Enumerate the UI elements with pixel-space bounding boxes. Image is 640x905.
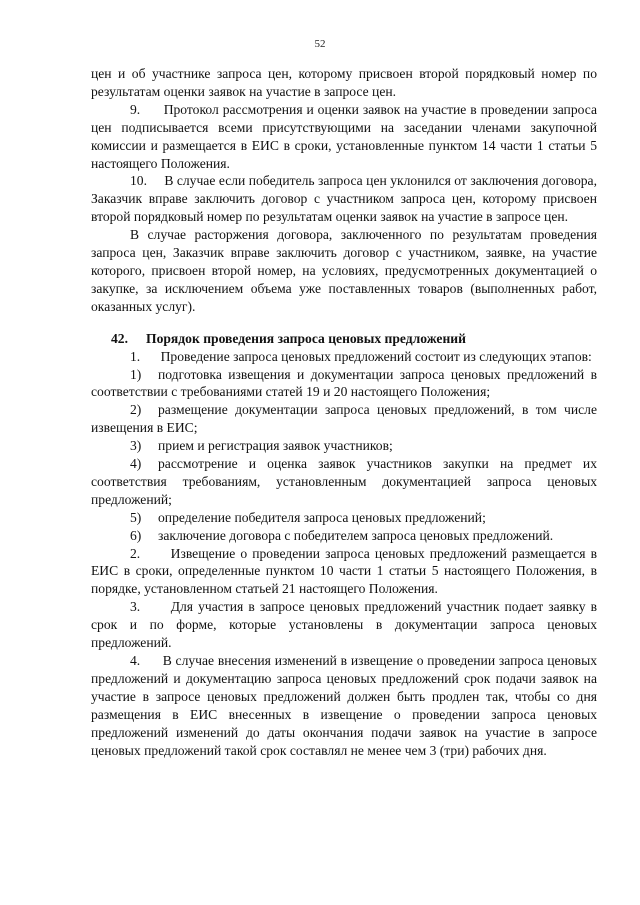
paragraph-intro: 1. Проведение запроса ценовых предложений состоит из следующих этапов: xyxy=(130,348,592,364)
paragraph-continuation: цен и об участнике запроса цен, которому присвоен второй порядковый номер по результатам оценки заявок на участие в запросе цен. xyxy=(91,66,597,99)
list-marker: 2) xyxy=(130,402,142,418)
paragraph-item-4: 4. В случае внесения изменений в извещение о проведении запроса ценовых предложений и документацию запроса ценовых предложений срок подачи заявок на участие в запросе ценовых предложений должен быть продлен так, чтобы со дня размещения в ЕИС внесенных в извещение о проведении запроса ценовых предложений изменений до даты окончания подачи заявок на участие в запросе ценовых предложений такой срок составлял не менее чем 3 (три) рабочих дня. xyxy=(91,653,597,758)
list-item xyxy=(91,527,597,545)
list-item-text: заключение договора с победителем запроса ценовых предложений. xyxy=(158,527,554,543)
list-marker: 5) xyxy=(130,509,142,525)
list-item xyxy=(91,437,597,455)
section-gap xyxy=(91,316,597,330)
list-item xyxy=(91,455,597,509)
section-number: 42. xyxy=(111,330,128,346)
section-heading xyxy=(91,330,597,348)
list-marker: 1) xyxy=(130,366,142,382)
page-number: 52 xyxy=(314,38,326,50)
paragraph-item-9: 9. Протокол рассмотрения и оценки заявок на участие в проведении запроса цен подписывается всеми присутствующими на заседании членами закупочной комиссии и размещается в ЕИС в сроки, установленные пунктом 14 части 1 статьи 5 настоящего Положения. xyxy=(91,101,597,171)
list-item xyxy=(91,509,597,527)
list-item-text: прием и регистрация заявок участников; xyxy=(158,438,393,454)
list-item-text: размещение документации запроса ценовых предложений, в том числе извещения в ЕИС; xyxy=(91,402,597,436)
list-item-text: определение победителя запроса ценовых предложений; xyxy=(158,509,486,525)
list-marker: 6) xyxy=(130,527,142,543)
list-marker: 3) xyxy=(130,438,142,454)
list-marker: 4) xyxy=(130,456,142,472)
list-item xyxy=(91,401,597,437)
paragraph-item-2: 2. Извещение о проведении запроса ценовых предложений размещается в ЕИС в сроки, определенные пунктом 10 части 1 статьи 5 настоящего Положения, в порядке, установленном статьей 21 настоящего Положения. xyxy=(91,545,597,597)
list-item-text: подготовка извещения и документации запроса ценовых предложений в соответствии с требованиями статей 19 и 20 настоящего Положения; xyxy=(91,366,597,400)
section-title: Порядок проведения запроса ценовых предложений xyxy=(146,330,466,346)
paragraph-item-10: 10. В случае если победитель запроса цен уклонился от заключения договора, Заказчик вправе заключить договор с участником запроса цен, которому присвоен второй порядковый номер по результатам оценки заявок на участие в запросе цен. xyxy=(91,173,597,225)
document-body xyxy=(91,65,597,759)
paragraph-termination: В случае расторжения договора, заключенного по результатам проведения запроса цен, Заказчик вправе заключить договор с участником, заявке, на участие которого, присвоен второй номер, на условиях, предусмотренных документацией о закупке, за исключением объема уже поставленных товаров (выполненных работ, оказанных услуг). xyxy=(91,227,597,314)
paragraph-item-3: 3. Для участия в запросе ценовых предложений участник подает заявку в срок и по форме, которые установлены в документации запроса ценовых предложений. xyxy=(91,599,597,651)
list-item-text: рассмотрение и оценка заявок участников закупки на предмет их соответствия требованиям, установленным документацией запроса ценовых предложений; xyxy=(91,456,597,507)
list-item xyxy=(91,366,597,402)
